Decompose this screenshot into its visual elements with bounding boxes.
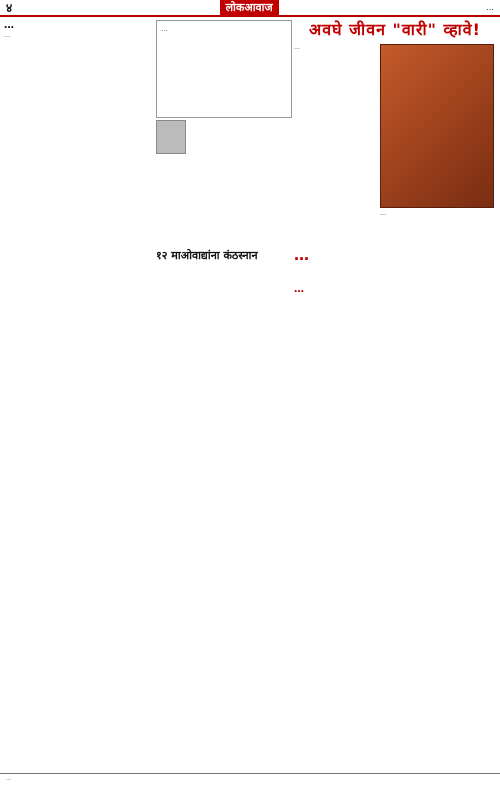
sub-headline-secondary: …	[294, 284, 304, 295]
imprint-footer: …	[0, 773, 500, 795]
sub-headline: १२ माओवाद्यांना कंठस्नान	[156, 249, 258, 262]
author-photo	[156, 120, 186, 154]
photo-caption: …	[380, 210, 386, 217]
lead-body: …	[4, 32, 10, 39]
newspaper-logo: लोकआवाज	[220, 0, 279, 16]
page-number: ४	[6, 1, 13, 15]
photo	[380, 44, 494, 208]
boxed-article-text: …	[161, 25, 168, 33]
dateline: …	[486, 3, 494, 12]
banner-headline: अवघे जीवन "वारी" व्हावे!	[309, 20, 481, 39]
banner	[294, 18, 496, 40]
boxed-article	[156, 20, 292, 118]
main-headline: …	[294, 246, 309, 264]
lead-headline: …	[4, 20, 14, 31]
masthead	[0, 0, 500, 17]
middle-column-text: …	[294, 44, 300, 51]
